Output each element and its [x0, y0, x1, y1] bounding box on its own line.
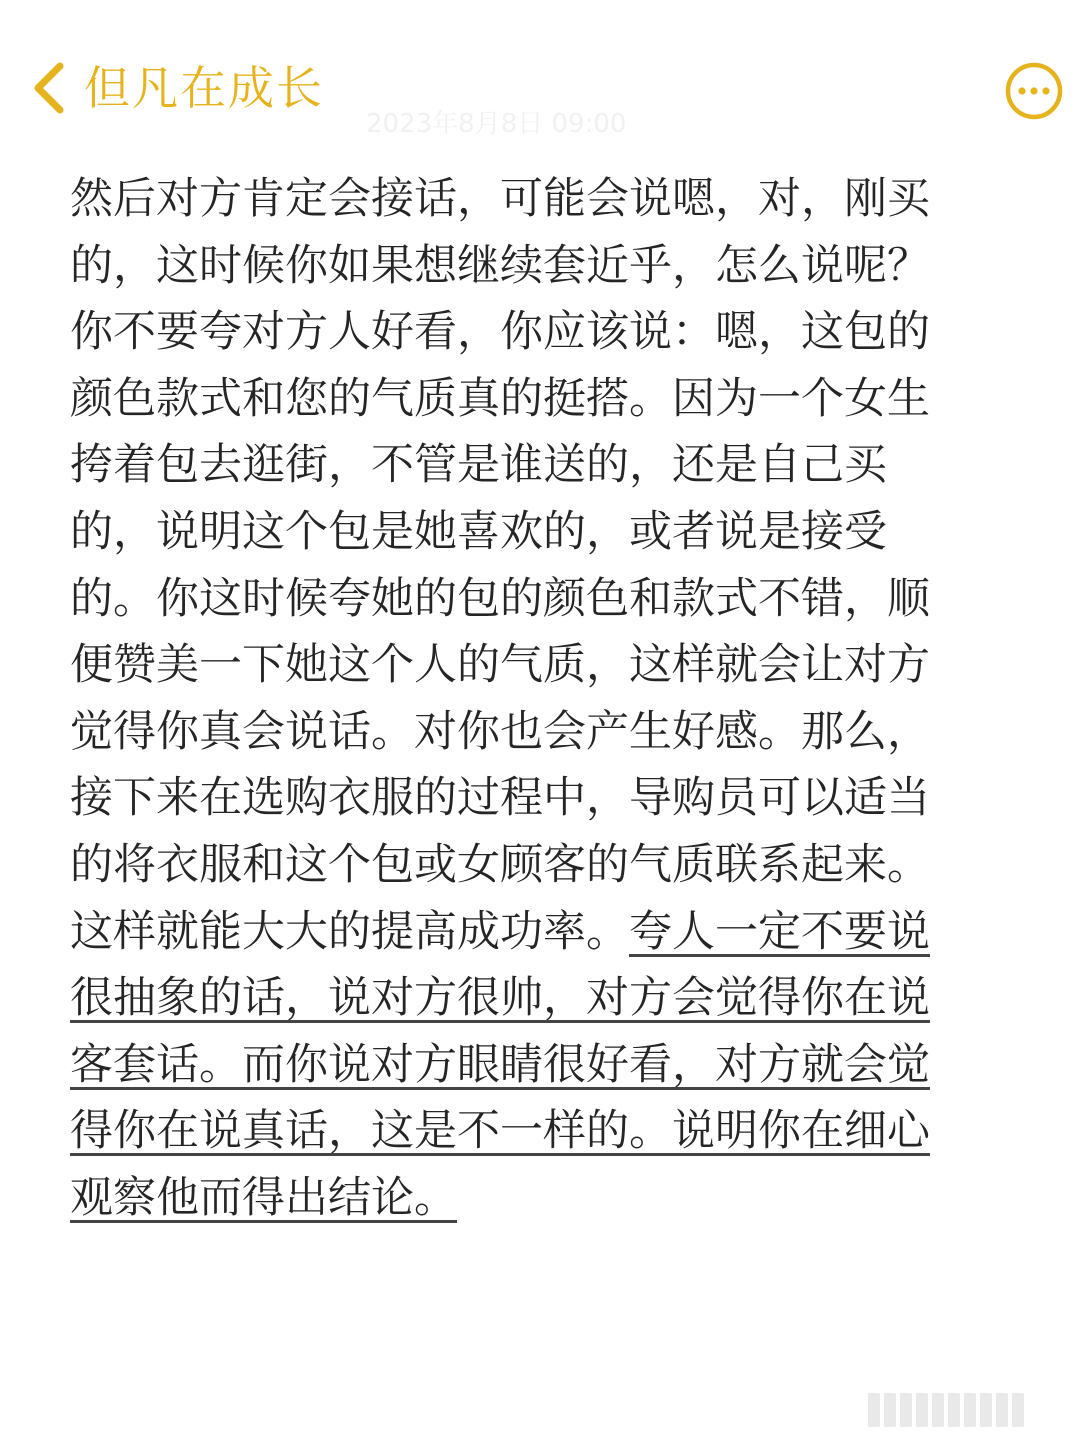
note-line: 的将衣服和这个包或女顾客的气质联系起来。 — [70, 839, 930, 890]
note-line-underlined — [70, 1032, 1015, 1099]
note-text-plain: 这样就能大大的提高成功率。 — [70, 906, 629, 957]
note-text-underlined: 很抽象的话，说对方很帅，对方会觉得你在说 — [70, 973, 930, 1024]
note-line: 便赞美一下她这个人的气质，这样就会让对方 — [70, 640, 930, 691]
ellipsis-circle-icon — [1004, 61, 1064, 121]
note-line: 的，说明这个包是她喜欢的，或者说是接受 — [70, 506, 887, 557]
note-text-underlined: 得你在说真话，这是不一样的。说明你在细心 — [70, 1106, 930, 1157]
note-date: 2023年8月8日 09:00 — [366, 109, 627, 139]
folder-title: 但凡在成长 — [84, 61, 324, 115]
note-content[interactable] — [70, 166, 1015, 1232]
note-text-underlined: 客套话。而你说对方眼睛很好看，对方就会觉 — [70, 1039, 930, 1090]
note-line: 的，这时候你如果想继续套近乎，怎么说呢？ — [70, 240, 930, 291]
note-line: 挎着包去逛街，不管是谁送的，还是自己买 — [70, 440, 887, 491]
more-options-button[interactable] — [1004, 61, 1064, 121]
note-line: 觉得你真会说话。对你也会产生好感。那么， — [70, 706, 930, 757]
note-line: 你不要夸对方人好看，你应该说：嗯，这包的 — [70, 307, 930, 358]
watermark — [868, 1393, 1068, 1431]
note-line-underlined — [70, 965, 1015, 1032]
note-line-mixed — [70, 899, 1015, 966]
note-text-underlined: 夸人一定不要说 — [629, 906, 930, 957]
chevron-left-icon — [26, 58, 76, 118]
note-line: 的。你这时候夸她的包的颜色和款式不错，顺 — [70, 573, 930, 624]
note-line-underlined — [70, 1165, 1015, 1232]
top-bar — [0, 0, 1080, 150]
note-line: 颜色款式和您的气质真的挺搭。因为一个女生 — [70, 373, 930, 424]
note-line: 接下来在选购衣服的过程中，导购员可以适当 — [70, 773, 930, 824]
back-button[interactable] — [26, 58, 76, 118]
note-line-underlined — [70, 1098, 1015, 1165]
note-text-underlined: 观察他而得出结论。 — [70, 1172, 457, 1223]
note-line: 然后对方肯定会接话，可能会说嗯，对，刚买 — [70, 174, 930, 224]
